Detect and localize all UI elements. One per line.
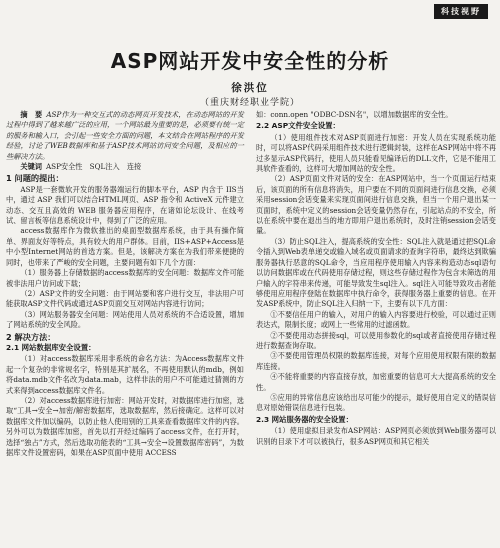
section-2-3-heading: 2.3 网站服务器的安全设置：	[256, 414, 353, 424]
keywords	[6, 162, 244, 172]
paragraph: ①不要信任用户的输入，对用户的输入内容要进行校验，可以通过正则表达式，限制长度；或网上一些常用的过滤函数。	[256, 309, 496, 330]
paragraph: （2）对access数据库进行加密：网站开发时，对数据库进行加密，选取“工具→安全→加密/解密数据库，选取数据库，然后接确定。这样可以对数据库文件加以编码，以防止他人使用别的工具来查看数据库文件的内容。另外可以为数据库加密，首先以打开经过编码了access文件，在打开时，选择“独占”方式，然后选取功能表的“工具→安全→设置数据库密码”，为数据库文件设置密码，如果在ASP页面中使用 ACCESS	[6, 395, 244, 457]
paragraph: ④不能将重要的内容直接存放，加密重要的信息可大大提高系统的安全性。	[256, 372, 496, 392]
article-affiliation: （重庆财经职业学院）	[199, 98, 300, 108]
keywords-label: 关键词	[20, 162, 42, 172]
paragraph: （1）对access数据库采用非系统的命名方法：为Access数据库文件起一个复杂的非常规名字，特别是其扩展名，不再使用默认的mdb，例如将data.mdb文件名改为data.mab，这样非法的用户不可能通过猜测的方式来得到access数据库文件名。	[6, 354, 244, 395]
paragraph: （1）使用虚拟目录发布ASP网站：ASP网页必须放到Web服务器可以识别的目录下才可以被执行，很多ASP网页和其它相关	[256, 426, 496, 446]
paragraph: （3）防止SQL注入，提高系统的安全性：SQL注入就是通过把SQL命令插入到Web表单递交或输入域名或页面请求的查询字符串，最终达到欺骗服务器执行恶意的SQL命令，当应用程序使用输入内容来构造动态sql语句以访问数据库或在代码使用存储过程，则这些存储过程作为包含未筛选的用户输入的字符串来传递，可能导致发生sql注入。sql注入可能导致攻击者能够使用应用程序登陆在数据库中执行命令，获得服务器上重要的信息。在开发ASP系统中，防止SQL注入归纳一下，主要有以下几方面：	[256, 236, 496, 309]
paragraph: access数据库作为微软推出的桌面型数据库系统，由于具有操作简单、界面友好等特点，具有较大的用户群体。目前，IIS+ASP+Access是中小型Internet网站的首选方案。但是，该解决方案在为我们带来便捷的同时，也带来了严峻的安全问题，主要问题有如下几个方面：	[6, 226, 244, 267]
section-2-2-heading: 2.2 ASP文件安全设置：	[256, 121, 340, 131]
section-2-heading: 2 解决方法：	[6, 331, 56, 342]
paragraph: （3）网站服务器安全问题：网站使用人员对系统的不合适设置，增加了网站系统的安全风险。	[6, 309, 244, 330]
section-tag: 科技视野	[434, 4, 488, 19]
section-1-heading: 1 问题的提出：	[6, 173, 64, 184]
section-2-1-heading: 2.1 网站数据库安全设置：	[6, 342, 96, 352]
article-author: 徐洪位	[231, 82, 269, 94]
paragraph: ②不要使用动态拼接sql，可以使用参数化的sql或者直接使用存储过程进行数据查询存取。	[256, 330, 496, 350]
paragraph: （2）ASP文件的安全问题：由于网站要和客户进行交互，非法用户可能获取ASP文件代码或通过ASP页面交互对网站内容进行访问；	[6, 288, 244, 309]
paragraph: ③不要使用管理员权限的数据库连接，对每个应用使用权限有限的数据库连接。	[256, 351, 496, 371]
paragraph: ⑤应用的异常信息应该给出尽可能少的提示，最好使用自定义的错误信息对原始错误信息进行包装。	[256, 392, 496, 413]
paragraph: （2）ASP页面文件对话的安全：在ASP网站中，当一个页面运行结束后，该页面的所有信息将消失，用户要在不同的页面间进行信息交换，必须采用session会话变量来实现页面间进行信息交换，但当一个用户退出某一页面时，系统中定义的session会话变量仍然存在，引起站点的不安全，所以在系统中要在退出当的地方即用户退出系统时，及时注销session会话变量。	[256, 174, 496, 236]
paragraph: 如：conn.open "ODBC-DSN名"，以增加数据库的安全性。	[256, 110, 453, 119]
abstract	[6, 110, 244, 162]
abstract-text: ASP作为一种交互式的动态网页开发技术，在动态网站的开发过程中得到了越来越广泛的应用，一个网站最为重要的是，必须要有统一定的服务和输入口，会引起一些安全方面的问题，本文结合在网站程序的开发经验，讨论了WEB数据库和基于ASP技术网站访问安全问题，及相应的一些解决方法。	[6, 110, 244, 161]
right-column	[256, 110, 496, 447]
paragraph: （1）服务器上存储数据的access数据库的安全问题：数据库文件可能被非法用户访问或下载；	[6, 268, 244, 288]
abstract-label: 摘 要	[20, 110, 43, 119]
paragraph: （1）使用组件技术对ASP页面进行加密：开发人员在实现系统功能时，可以将ASP代码采用组件技术进行逻辑封装，这样在ASP网站中将不再过多显示ASP代码行，使用人员只能看见编译后的DLL文件，它是不能用工具软件查看的，这样可大增加网站的安全性。	[256, 132, 496, 174]
keywords-text: ASP安全性 SQL注入 连接	[45, 162, 142, 172]
article-title: ASP网站开发中安全性的分析	[110, 49, 390, 73]
left-column	[6, 110, 244, 458]
paragraph: ASP是一套微软开发的服务器端运行的脚本平台，ASP 内含于 IIS当中，通过 ASP 我们可以结合HTML网页、ASP 指令和 ActiveX 元件建立动态、交互且高效的 WEB 服务器应用程序，在诸如论坛设计、在线考试、留言板等信息系统设计中，得到了广泛的应用。	[6, 184, 244, 226]
